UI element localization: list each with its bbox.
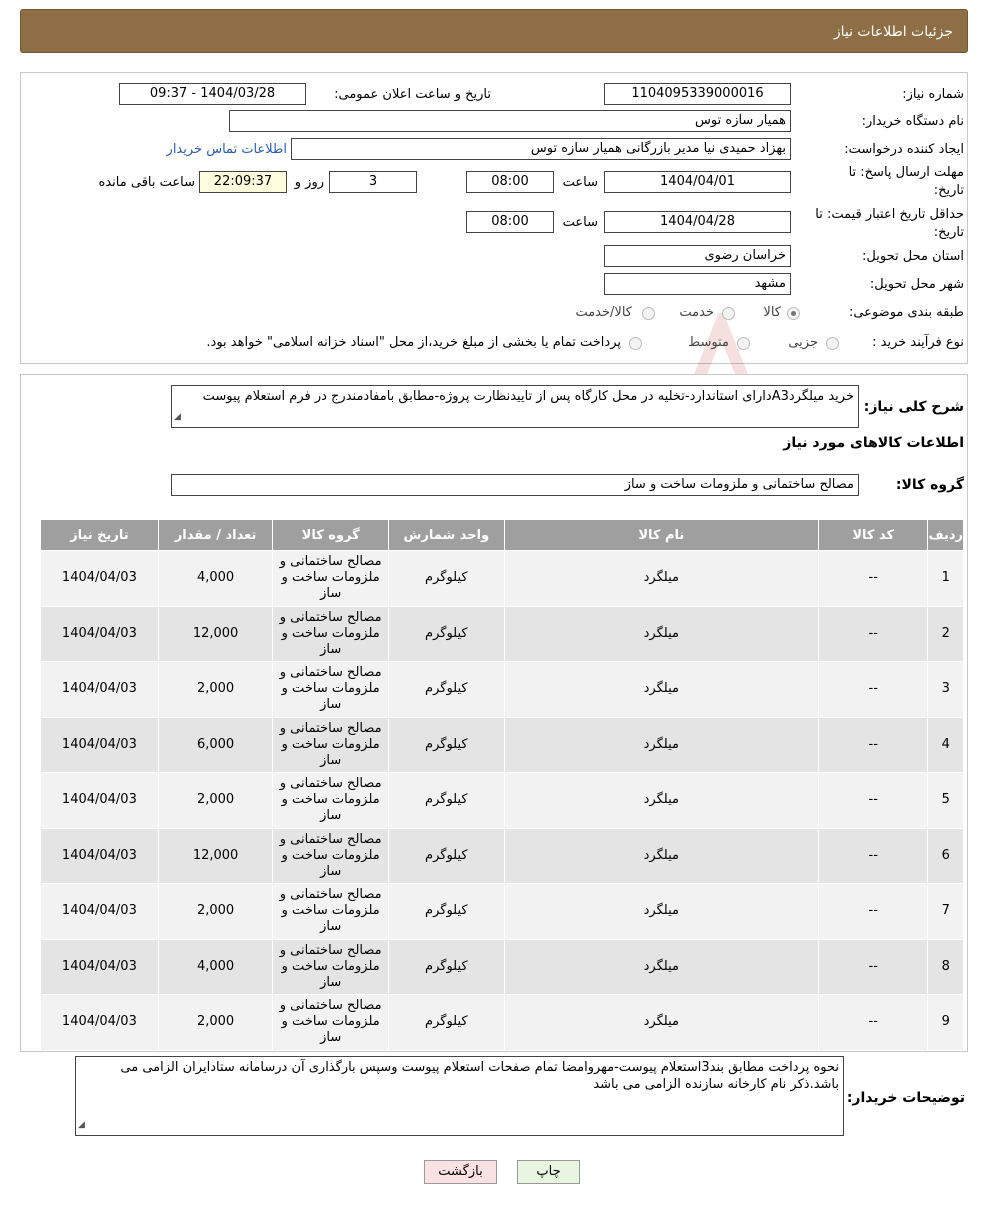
city-field: مشهد <box>604 273 791 295</box>
cell-group: مصالح ساختمانی و ملزومات ساخت و ساز <box>273 662 389 718</box>
category-radio-goods[interactable] <box>787 307 800 320</box>
cell-item-code: -- <box>818 939 927 995</box>
summary-label: شرح کلی نیاز: <box>863 399 964 415</box>
goods-info-title: اطلاعات کالاهای مورد نیاز <box>783 435 964 451</box>
cell-need-date: 1404/04/03 <box>41 939 159 995</box>
col-qty: تعداد / مقدار <box>158 520 273 551</box>
table-row <box>41 884 964 940</box>
cell-unit: کیلوگرم <box>389 995 505 1051</box>
summary-text: خرید میلگردA3دارای استاندارد-تخلیه در محل کارگاه پس از تاییدنظارت پروژه-مطابق بامفادمندرج در فرم استعلام پیوست <box>202 389 854 404</box>
validity-time-label: ساعت <box>562 215 598 230</box>
city-label: شهر محل تحویل: <box>869 277 964 292</box>
cell-row-number: 5 <box>928 773 964 829</box>
col-unit: واحد شمارش <box>389 520 505 551</box>
cell-unit: کیلوگرم <box>389 884 505 940</box>
cell-item-code: -- <box>818 606 927 662</box>
deadline-time-label: ساعت <box>562 175 598 190</box>
table-row <box>41 995 964 1051</box>
category-radio-goods-service[interactable] <box>642 307 655 320</box>
province-field: خراسان رضوی <box>604 245 791 267</box>
validity-label-2: تاریخ: <box>933 225 964 240</box>
cell-unit: کیلوگرم <box>389 773 505 829</box>
cell-quantity: 2,000 <box>158 995 273 1051</box>
buyer-contact-link[interactable]: اطلاعات تماس خریدار <box>166 142 287 157</box>
cell-quantity: 4,000 <box>158 939 273 995</box>
notes-label: توضیحات خریدار: <box>846 1090 965 1106</box>
table-row <box>41 717 964 773</box>
cell-group: مصالح ساختمانی و ملزومات ساخت و ساز <box>273 606 389 662</box>
creator-label: ایجاد کننده درخواست: <box>844 142 964 157</box>
process-treasury-checkbox[interactable] <box>629 337 642 350</box>
cell-item-name: میلگرد <box>504 939 818 995</box>
cell-row-number: 2 <box>928 606 964 662</box>
cell-quantity: 6,000 <box>158 717 273 773</box>
days-remaining-field: 3 <box>329 171 417 193</box>
col-group: گروه کالا <box>273 520 389 551</box>
process-note: پرداخت تمام یا بخشی از مبلغ خرید،از محل "اسناد خزانه اسلامی" خواهد بود. <box>206 335 621 350</box>
cell-item-code: -- <box>818 884 927 940</box>
cell-group: مصالح ساختمانی و ملزومات ساخت و ساز <box>273 717 389 773</box>
province-label: استان محل تحویل: <box>862 249 964 264</box>
cell-row-number: 4 <box>928 717 964 773</box>
goods-table <box>40 519 964 1051</box>
table-row <box>41 551 964 607</box>
buyer-org-field: همیار سازه توس <box>229 110 791 132</box>
cell-item-code: -- <box>818 995 927 1051</box>
cell-item-name: میلگرد <box>504 828 818 884</box>
resize-grip-icon: ◢ <box>174 412 181 422</box>
cell-row-number: 8 <box>928 939 964 995</box>
cell-group: مصالح ساختمانی و ملزومات ساخت و ساز <box>273 551 389 607</box>
col-code: کد کالا <box>818 520 927 551</box>
cell-item-name: میلگرد <box>504 884 818 940</box>
process-radio-minor[interactable] <box>826 337 839 350</box>
remaining-time-field: 22:09:37 <box>199 171 287 193</box>
cell-row-number: 7 <box>928 884 964 940</box>
cell-item-name: میلگرد <box>504 662 818 718</box>
process-label: نوع فرآیند خرید : <box>872 335 964 350</box>
details-panel <box>20 374 968 1052</box>
cell-need-date: 1404/04/03 <box>41 717 159 773</box>
category-option-service: خدمت <box>679 305 714 320</box>
cell-row-number: 3 <box>928 662 964 718</box>
cell-need-date: 1404/04/03 <box>41 884 159 940</box>
cell-quantity: 2,000 <box>158 662 273 718</box>
category-radio-service[interactable] <box>722 307 735 320</box>
table-row <box>41 773 964 829</box>
cell-need-date: 1404/04/03 <box>41 551 159 607</box>
cell-item-code: -- <box>818 551 927 607</box>
table-row <box>41 606 964 662</box>
validity-time-field: 08:00 <box>466 211 554 233</box>
cell-row-number: 1 <box>928 551 964 607</box>
cell-item-name: میلگرد <box>504 773 818 829</box>
table-row <box>41 828 964 884</box>
cell-need-date: 1404/04/03 <box>41 995 159 1051</box>
back-button[interactable]: بازگشت <box>424 1160 497 1184</box>
cell-item-code: -- <box>818 717 927 773</box>
announce-datetime-field: 1404/03/28 - 09:37 <box>119 83 306 105</box>
cell-unit: کیلوگرم <box>389 551 505 607</box>
days-label: روز و <box>294 175 324 190</box>
process-radio-medium[interactable] <box>737 337 750 350</box>
print-button[interactable]: چاپ <box>517 1160 580 1184</box>
col-date: تاریخ نیاز <box>41 520 159 551</box>
col-row: ردیف <box>928 520 964 551</box>
cell-quantity: 4,000 <box>158 551 273 607</box>
announce-label: تاریخ و ساعت اعلان عمومی: <box>334 87 491 102</box>
cell-item-code: -- <box>818 773 927 829</box>
cell-group: مصالح ساختمانی و ملزومات ساخت و ساز <box>273 828 389 884</box>
need-number-field: 1104095339000016 <box>604 83 791 105</box>
cell-unit: کیلوگرم <box>389 939 505 995</box>
cell-group: مصالح ساختمانی و ملزومات ساخت و ساز <box>273 773 389 829</box>
cell-group: مصالح ساختمانی و ملزومات ساخت و ساز <box>273 995 389 1051</box>
cell-need-date: 1404/04/03 <box>41 773 159 829</box>
deadline-label-2: تاریخ: <box>933 183 964 198</box>
cell-need-date: 1404/04/03 <box>41 606 159 662</box>
cell-unit: کیلوگرم <box>389 717 505 773</box>
goods-group-label: گروه کالا: <box>895 477 964 493</box>
cell-quantity: 2,000 <box>158 884 273 940</box>
table-row <box>41 662 964 718</box>
table-row <box>41 939 964 995</box>
cell-item-code: -- <box>818 828 927 884</box>
category-option-goods-service: کالا/خدمت <box>575 305 632 320</box>
cell-item-name: میلگرد <box>504 606 818 662</box>
need-number-label: شماره نیاز: <box>902 87 964 102</box>
process-option-medium: متوسط <box>688 335 729 350</box>
deadline-label: مهلت ارسال پاسخ: تا <box>848 165 964 180</box>
notes-text: نحوه پرداخت مطابق بند3استعلام پیوست-مهروامضا تمام صفحات استعلام پیوست وسپس بارگذاری آن درسامانه ستادایران الزامی می باشد.ذکر نام کارخانه سازنده الزامی می باشد <box>120 1060 839 1092</box>
info-panel <box>20 72 968 364</box>
cell-item-name: میلگرد <box>504 717 818 773</box>
cell-row-number: 6 <box>928 828 964 884</box>
deadline-date-field: 1404/04/01 <box>604 171 791 193</box>
cell-unit: کیلوگرم <box>389 828 505 884</box>
cell-item-name: میلگرد <box>504 551 818 607</box>
cell-item-name: میلگرد <box>504 995 818 1051</box>
page-title: جزئیات اطلاعات نیاز <box>833 24 953 40</box>
remaining-label: ساعت باقی مانده <box>98 175 195 190</box>
notes-textarea[interactable] <box>75 1056 844 1136</box>
cell-row-number: 9 <box>928 995 964 1051</box>
process-option-minor: جزیی <box>788 335 818 350</box>
goods-group-field: مصالح ساختمانی و ملزومات ساخت و ساز <box>171 474 859 496</box>
validity-label: حداقل تاریخ اعتبار قیمت: تا <box>815 207 964 222</box>
creator-field: بهزاد حمیدی نیا مدیر بازرگانی همیار سازه توس <box>291 138 791 160</box>
cell-group: مصالح ساختمانی و ملزومات ساخت و ساز <box>273 939 389 995</box>
cell-unit: کیلوگرم <box>389 662 505 718</box>
cell-need-date: 1404/04/03 <box>41 662 159 718</box>
cell-quantity: 12,000 <box>158 828 273 884</box>
goods-table-header <box>41 520 964 551</box>
cell-item-code: -- <box>818 662 927 718</box>
cell-quantity: 12,000 <box>158 606 273 662</box>
deadline-time-field: 08:00 <box>466 171 554 193</box>
category-option-goods: کالا <box>763 305 781 320</box>
validity-date-field: 1404/04/28 <box>604 211 791 233</box>
category-label: طبقه بندی موضوعی: <box>848 305 964 320</box>
resize-grip-icon: ◢ <box>78 1120 85 1130</box>
summary-textarea[interactable] <box>171 385 859 428</box>
cell-quantity: 2,000 <box>158 773 273 829</box>
cell-need-date: 1404/04/03 <box>41 828 159 884</box>
cell-unit: کیلوگرم <box>389 606 505 662</box>
buyer-org-label: نام دستگاه خریدار: <box>861 114 964 129</box>
col-name: نام کالا <box>504 520 818 551</box>
page-header <box>20 9 968 53</box>
cell-group: مصالح ساختمانی و ملزومات ساخت و ساز <box>273 884 389 940</box>
